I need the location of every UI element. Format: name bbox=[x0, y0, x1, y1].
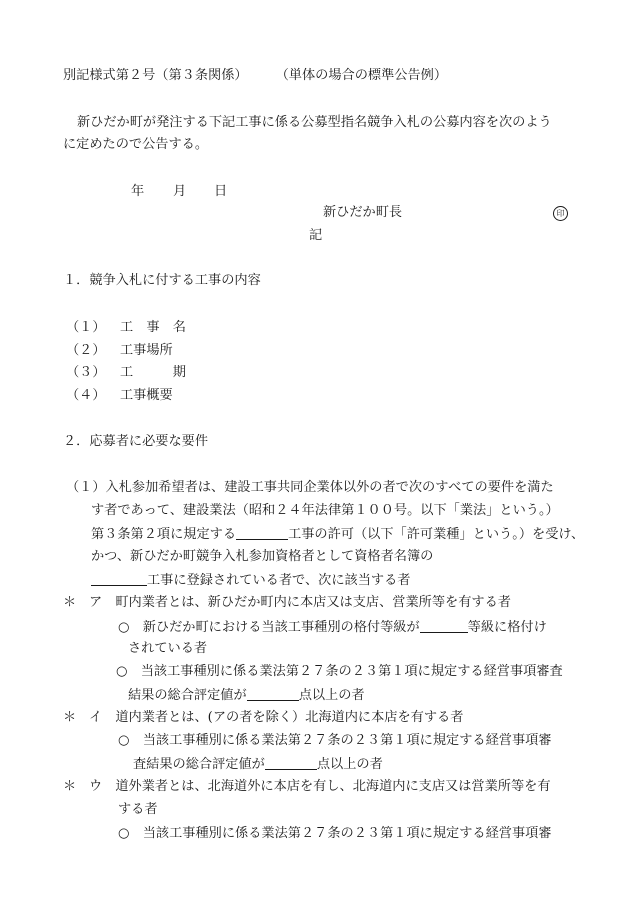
section1-item-num: （２） bbox=[66, 343, 106, 358]
score-blank bbox=[247, 686, 299, 701]
intro-line-2: に定めたので公告する。 bbox=[63, 137, 209, 152]
asterisk-mark: ＊ bbox=[63, 779, 77, 794]
grade-blank bbox=[420, 618, 468, 633]
date-month: 月 bbox=[173, 184, 187, 199]
date-day: 日 bbox=[214, 184, 228, 199]
form-title bbox=[63, 67, 447, 85]
asterisk-mark: ＊ bbox=[63, 710, 77, 725]
item-u-text: ウ 道外業者とは、北海道外に本店を有し、北海道内に支店又は営業所等を有 bbox=[89, 779, 551, 794]
item-a-bullet-2: ○ 当該工事種別に係る業法第２７条の２３第１項に規定する経営事項審査 bbox=[116, 664, 563, 679]
requirement-line-2: す者であって、建設業法（昭和２４年法律第１００号。以下「業法」という。） bbox=[91, 503, 559, 518]
form-number: 別記様式第２号（第３条関係） bbox=[63, 68, 248, 83]
item-a-bullet-1 bbox=[118, 618, 547, 637]
item-a-bullet-2-cont bbox=[128, 686, 365, 705]
requirement-text: 工事の許可（以下「許可業種」という。）を受け、 bbox=[288, 527, 585, 542]
registry-blank bbox=[91, 571, 147, 586]
section1-item-num: （４） bbox=[66, 388, 106, 403]
bullet-text: ○ 新ひだか町における当該工事種別の格付等級が bbox=[118, 620, 420, 635]
item-u-bullet-1: ○ 当該工事種別に係る業法第２７条の２３第１項に規定する経営事項審 bbox=[118, 826, 552, 841]
requirement-line-3 bbox=[91, 525, 584, 544]
item-u-text-cont: する者 bbox=[118, 802, 158, 817]
score-blank bbox=[265, 755, 317, 770]
bullet-text: 点以上の者 bbox=[298, 688, 365, 703]
bullet-text: 結果の総合評定値が bbox=[128, 688, 247, 703]
item-i-bullet-1-cont bbox=[133, 755, 383, 774]
requirement-text: 第３条第２項に規定する bbox=[91, 527, 237, 542]
section1-item-label: 工事概要 bbox=[120, 388, 173, 403]
item-i-bullet-1: ○ 当該工事種別に係る業法第２７条の２３第１項に規定する経営事項審 bbox=[118, 733, 552, 748]
item-i-text: イ 道内業者とは、(アの者を除く）北海道内に本店を有する者 bbox=[89, 710, 464, 725]
item-a-bullet-1-cont: されている者 bbox=[128, 641, 208, 656]
section2-heading: ２．応募者に必要な要件 bbox=[63, 434, 209, 449]
requirement-text: 工事に登録されている者で、次に該当する者 bbox=[147, 573, 411, 588]
item-a-text: ア 町内業者とは、新ひだか町内に本店又は支店、営業所等を有する者 bbox=[89, 595, 511, 610]
section1-item-label: 工 期 bbox=[120, 365, 186, 380]
issuer-name: 新ひだか町長 bbox=[323, 205, 403, 220]
section1-item-num: （１） bbox=[66, 320, 106, 335]
bullet-text: 査結果の総合評定値が bbox=[133, 757, 265, 772]
ki-heading: 記 bbox=[309, 228, 323, 243]
section1-item-label: 工事場所 bbox=[120, 343, 173, 358]
intro-line-1: 新ひだか町が発注する下記工事に係る公募型指名競争入札の公募内容を次のよう bbox=[77, 115, 552, 130]
requirement-line-5 bbox=[91, 571, 410, 590]
bullet-text: 点以上の者 bbox=[316, 757, 383, 772]
date-year: 年 bbox=[131, 184, 145, 199]
section1-item-num: （３） bbox=[66, 365, 106, 380]
requirement-line-1: （１）入札参加希望者は、建設工事共同企業体以外の者で次のすべての要件を満た bbox=[66, 480, 554, 495]
form-subtitle: （単体の場合の標準公告例） bbox=[275, 68, 448, 83]
bullet-text: 等級に格付け bbox=[467, 620, 547, 635]
asterisk-mark: ＊ bbox=[63, 595, 77, 610]
requirement-line-4: かつ、新ひだか町競争入札参加資格者として資格者名簿の bbox=[91, 549, 434, 564]
permit-blank bbox=[236, 525, 288, 540]
section1-heading: １．競争入札に付する工事の内容 bbox=[63, 273, 261, 288]
seal-mark: 印 bbox=[553, 206, 568, 221]
section1-item-label: 工 事 名 bbox=[120, 320, 186, 335]
